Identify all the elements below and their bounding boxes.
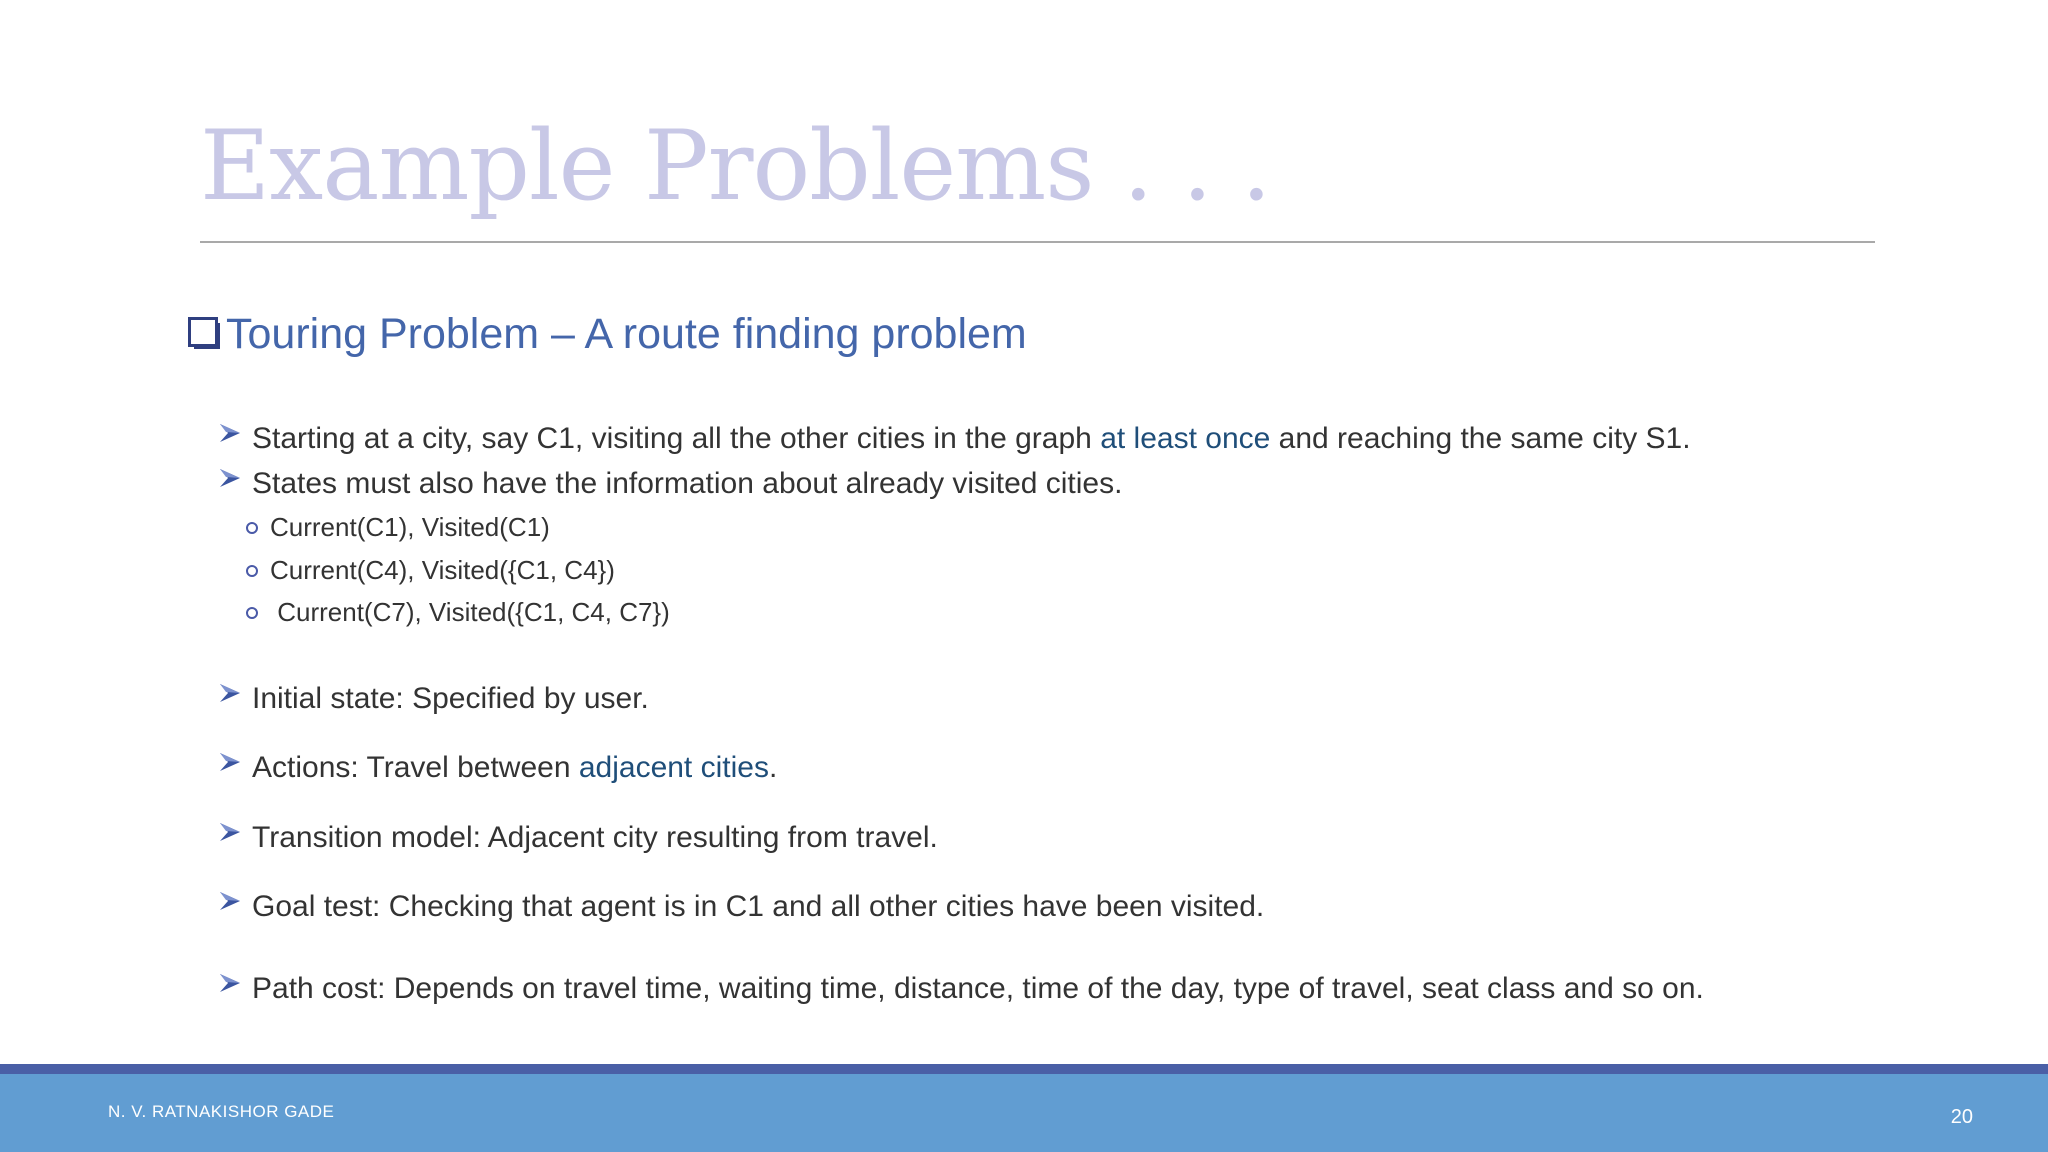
bullet-text bbox=[252, 682, 649, 716]
bullet-text bbox=[252, 890, 1264, 924]
circle-bullet-icon bbox=[246, 522, 258, 534]
bullet-item bbox=[216, 821, 938, 855]
bullet-text bbox=[252, 467, 1122, 501]
bullet-item bbox=[216, 972, 1704, 1006]
highlighted-text: at least once bbox=[1100, 422, 1271, 455]
bullet-text-segment: and reaching the same city S1. bbox=[1270, 422, 1691, 455]
checkbox-bullet-icon bbox=[188, 315, 222, 355]
section-heading-row bbox=[188, 310, 1027, 359]
arrow-bullet-icon bbox=[216, 817, 252, 847]
sub-bullet-item bbox=[246, 512, 550, 543]
bullet-text-segment: Actions: Travel between bbox=[252, 751, 579, 784]
bullet-text bbox=[252, 422, 1691, 456]
sub-bullet-text: Current(C7), Visited({C1, C4, C7}) bbox=[270, 597, 670, 627]
sub-bullet-text: Current(C1), Visited(C1) bbox=[270, 512, 550, 542]
bullet-text-segment: Initial state: Specified by user. bbox=[252, 682, 649, 715]
page-number: 20 bbox=[1950, 1106, 1973, 1128]
bullet-text-segment: Path cost: Depends on travel time, waiting time, distance, time of the day, type of travel, seat class and so on. bbox=[252, 972, 1704, 1005]
section-heading: Touring Problem – A route finding problem bbox=[226, 310, 1027, 358]
highlighted-text: adjacent cities bbox=[578, 751, 769, 784]
arrow-bullet-icon bbox=[216, 886, 252, 916]
bullet-item bbox=[216, 682, 649, 716]
bullet-text-segment: Transition model: Adjacent city resulting from travel. bbox=[252, 821, 938, 854]
bullet-item bbox=[216, 422, 1691, 456]
sub-bullet-item bbox=[246, 597, 670, 628]
bullet-item bbox=[216, 467, 1122, 501]
circle-bullet-icon bbox=[246, 607, 258, 619]
bullet-text-segment: Starting at a city, say C1, visiting all the other cities in the graph bbox=[252, 422, 1101, 455]
slide-title: Example Problems . . . bbox=[200, 110, 1271, 222]
arrow-bullet-icon bbox=[216, 463, 252, 493]
arrow-bullet-icon bbox=[216, 418, 252, 448]
bullet-text-segment: Goal test: Checking that agent is in C1 and all other cities have been visited. bbox=[252, 890, 1265, 923]
footer-accent-band bbox=[0, 1064, 2048, 1074]
bullet-text bbox=[252, 972, 1704, 1006]
title-divider bbox=[200, 241, 1875, 243]
arrow-bullet-icon bbox=[216, 747, 252, 777]
bullet-text-segment: . bbox=[768, 751, 778, 784]
sub-bullet-item bbox=[246, 555, 615, 586]
sub-bullet-text: Current(C4), Visited({C1, C4}) bbox=[270, 555, 615, 585]
arrow-bullet-icon bbox=[216, 678, 252, 708]
footer bbox=[0, 1074, 2048, 1152]
bullet-item bbox=[216, 890, 1264, 924]
footer-author: N. V. RATNAKISHOR GADE bbox=[108, 1102, 335, 1121]
bullet-item bbox=[216, 751, 777, 785]
circle-bullet-icon bbox=[246, 565, 258, 577]
bullet-text bbox=[252, 821, 938, 855]
arrow-bullet-icon bbox=[216, 968, 252, 998]
bullet-text-segment: States must also have the information about already visited cities. bbox=[252, 467, 1123, 500]
bullet-text bbox=[252, 751, 777, 785]
